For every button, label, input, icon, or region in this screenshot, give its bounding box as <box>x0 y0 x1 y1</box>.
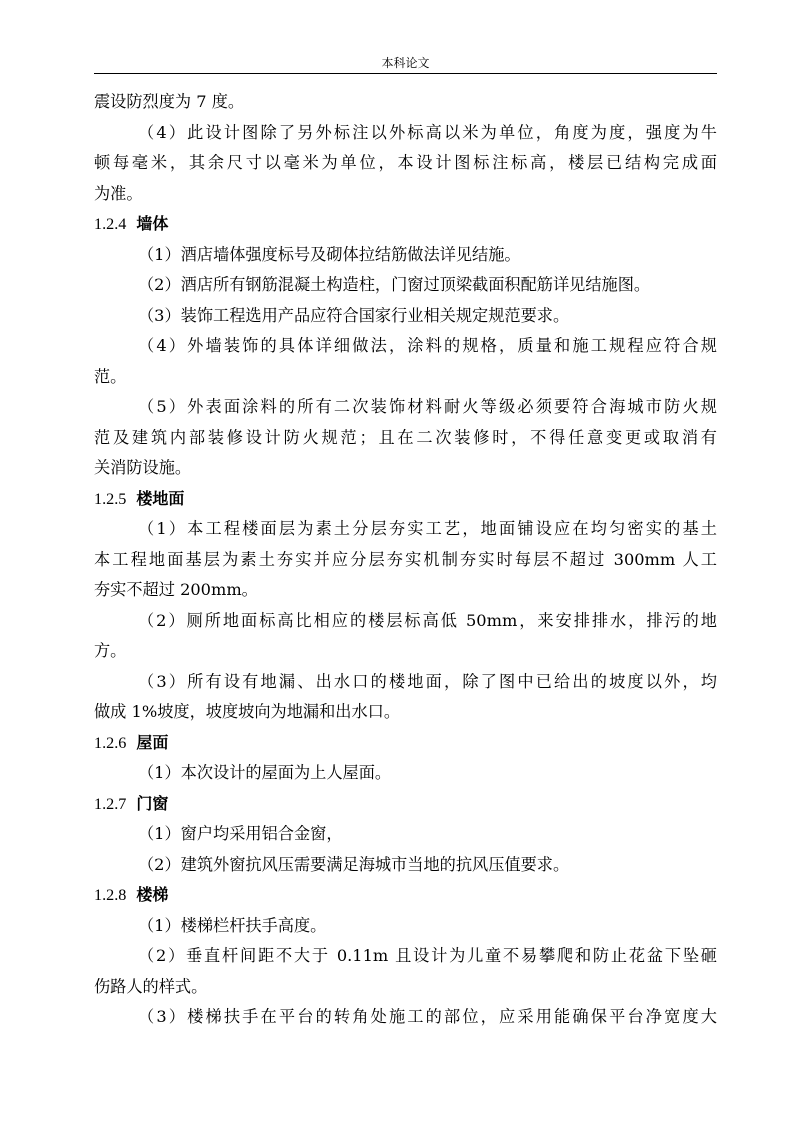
paragraph-line: （3）楼梯扶手在平台的转角处施工的部位，应采用能确保平台净宽度大 <box>138 1007 717 1026</box>
section-title: 楼地面 <box>136 488 185 508</box>
paragraph-line: （2）建筑外窗抗风压需要满足海城市当地的抗风压值要求。 <box>138 854 570 874</box>
paragraph-line: （1）楼梯栏杆扶手高度。 <box>138 915 327 935</box>
section-title: 楼梯 <box>136 885 169 904</box>
paragraph-line: 夯实不超过 200mm。 <box>94 580 258 599</box>
section-heading <box>94 789 717 820</box>
section-number: 1.2.4 <box>94 215 127 233</box>
section-number: 1.2.7 <box>94 794 127 813</box>
paragraph-line: （5）外表面涂料的所有二次装饰材料耐火等级必须要符合海城市防火规 <box>138 397 717 416</box>
paragraph-line: 做成 1%坡度，坡度坡向为地漏和出水口。 <box>94 702 401 721</box>
section-number: 1.2.5 <box>94 489 127 508</box>
section-heading <box>94 484 717 515</box>
paragraph-line: 关消防设施。 <box>94 458 192 477</box>
section-title: 屋面 <box>136 732 169 752</box>
paragraph-line: （3）装饰工程选用产品应符合国家行业相关规定规范要求。 <box>138 305 570 325</box>
paragraph-line: 范。 <box>94 366 127 386</box>
page-header: 本科论文 <box>381 56 430 70</box>
paragraph-line: 伤路人的样式。 <box>94 976 208 996</box>
paragraph-line: 为准。 <box>94 183 143 203</box>
paragraph-line: （1）窗户均采用铝合金窗， <box>138 824 343 843</box>
paragraph-line: 顿每毫米，其余尺寸以毫米为单位，本设计图标注标高，楼层已结构完成面 <box>94 153 717 172</box>
paragraph-line: （1）本工程楼面层为素土分层夯实工艺，地面铺设应在均匀密实的基土 <box>138 519 717 538</box>
paragraph-line: （3）所有设有地漏、出水口的楼地面，除了图中已给出的坡度以外，均 <box>138 671 717 691</box>
paragraph-line: （1）酒店墙体强度标号及砌体拉结筋做法详见结施。 <box>138 244 521 264</box>
paragraph-line: （1）本次设计的屋面为上人屋面。 <box>138 763 392 782</box>
paragraph-line: （2）垂直杆间距不大于 0.11m 且设计为儿童不易攀爬和防止花盆下坠砸 <box>138 946 717 965</box>
section-heading <box>94 728 717 759</box>
header-rule <box>94 73 717 74</box>
section-heading <box>94 880 717 911</box>
section-number: 1.2.6 <box>94 733 127 752</box>
section-number: 1.2.8 <box>94 886 127 904</box>
paragraph-line: 本工程地面基层为素土夯实并应分层夯实机制夯实时每层不超过 300mm 人工 <box>94 549 717 569</box>
section-heading <box>94 209 717 240</box>
paragraph-line: 范及建筑内部装修设计防火规范；且在二次装修时，不得任意变更或取消有 <box>94 427 717 447</box>
document-body <box>94 87 717 1033</box>
paragraph-line: （2）酒店所有钢筋混凝土构造柱，门窗过顶梁截面积配筋详见结施图。 <box>138 275 651 294</box>
paragraph-line: 震设防烈度为 7 度。 <box>94 92 245 111</box>
section-title: 墙体 <box>136 214 169 233</box>
paragraph-line: （4）外墙装饰的具体详细做法，涂料的规格，质量和施工规程应符合规 <box>138 336 717 355</box>
paragraph-line: （4）此设计图除了另外标注以外标高以米为单位，角度为度，强度为牛 <box>138 122 717 142</box>
paragraph-line: （2）厕所地面标高比相应的楼层标高低 50mm，来安排排水，排污的地 <box>138 610 717 630</box>
paragraph-line: 方。 <box>94 641 127 660</box>
section-title: 门窗 <box>136 793 169 813</box>
